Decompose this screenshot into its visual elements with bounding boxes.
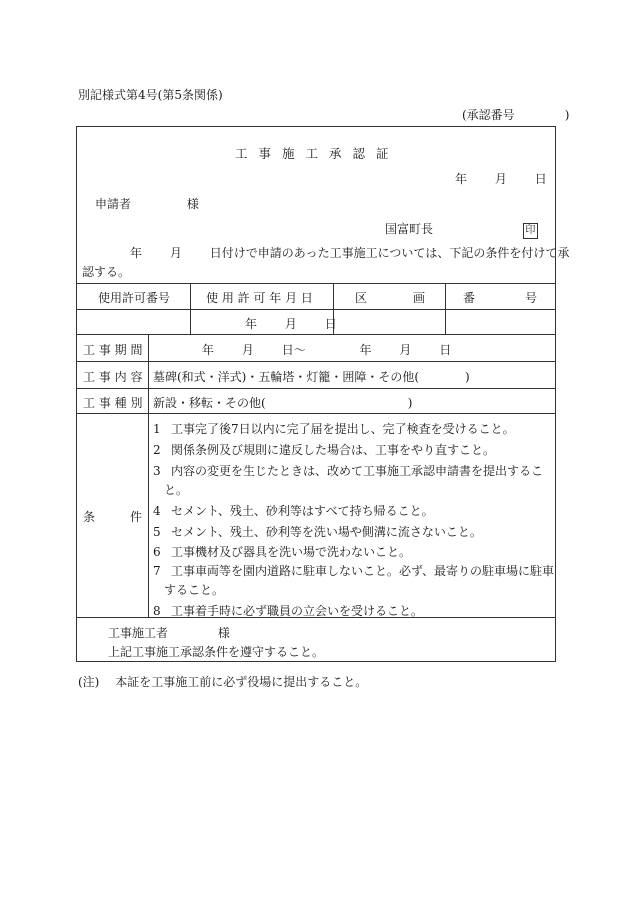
condition-text: 工事完了後7日以内に完了届を提出し、完了検査を受けること。 xyxy=(171,422,515,436)
applicant-honorific: 様 xyxy=(186,197,199,211)
contractor xyxy=(108,624,230,641)
condition-item xyxy=(153,502,434,519)
permit-day: 日 xyxy=(324,317,337,331)
condition-item xyxy=(153,420,515,437)
condition-text: 内容の変更を生じたときは、改めて工事施工承認申請書を提出するこ xyxy=(171,464,544,478)
work-content-close: ) xyxy=(465,370,470,384)
work-content-label: 工 事 内 容 xyxy=(83,370,143,384)
condition-continuation: すること。 xyxy=(164,583,225,597)
permit-number-header: 使用許可番号 xyxy=(98,291,171,305)
condition-number: 8 xyxy=(153,604,161,618)
work-type-close: ) xyxy=(407,396,413,410)
permit-month: 月 xyxy=(284,317,297,331)
condition-item xyxy=(153,543,411,560)
permit-date-header: 使 用 許 可 年 月 日 xyxy=(206,291,313,305)
certificate-title: 工事施工承認証 xyxy=(235,146,400,161)
issue-year: 年 xyxy=(455,172,468,186)
condition-number: 2 xyxy=(153,443,161,457)
condition-text: 工事車両等を園内道路に駐車しないこと。必ず、最寄りの駐車場に駐車 xyxy=(171,564,555,578)
condition-number: 5 xyxy=(153,525,161,539)
period-to-day: 日 xyxy=(439,343,452,357)
issuer xyxy=(385,220,538,239)
work-type-value xyxy=(153,394,412,411)
condition-text: 工事機材及び器具を洗い場で洗わないこと。 xyxy=(171,545,412,559)
number-header-b: 号 xyxy=(525,291,538,305)
condition-item xyxy=(153,562,554,579)
condition-text: セメント、残土、砂利等を洗い場や側溝に流さないこと。 xyxy=(171,525,482,539)
condition-item xyxy=(153,462,543,479)
table-label-col-rule xyxy=(148,334,149,617)
period-to-month: 月 xyxy=(399,343,412,357)
statement-line-2: 認する。 xyxy=(82,265,131,279)
issue-date xyxy=(455,170,547,187)
condition-text: 関係条例及び規則に違反した場合は、工事をやり直すこと。 xyxy=(171,443,496,457)
issue-month: 月 xyxy=(494,172,507,186)
condition-number: 6 xyxy=(153,545,161,559)
statement-line-1 xyxy=(130,244,569,261)
approval-number-label: (承認番号 xyxy=(462,108,515,122)
contractor-label: 工事施工者 xyxy=(108,626,169,640)
work-type-options: 新設・移転・その他( xyxy=(153,396,266,410)
period-from-month: 月 xyxy=(241,343,254,357)
condition-number: 3 xyxy=(153,464,161,478)
condition-text: セメント、残土、砂利等はすべて持ち帰ること。 xyxy=(171,504,434,518)
applicant xyxy=(95,195,199,212)
work-period-value xyxy=(202,341,451,358)
period-from-year: 年 xyxy=(202,343,215,357)
conditions-label-a: 条 xyxy=(83,510,96,524)
condition-item xyxy=(153,602,423,619)
permit-year: 年 xyxy=(245,317,258,331)
condition-number: 7 xyxy=(153,564,161,578)
condition-text: 工事着手時に必ず職員の立会いを受けること。 xyxy=(171,604,424,618)
contractor-pledge: 上記工事施工承認条件を遵守すること。 xyxy=(108,645,325,659)
form-number-label: 別記様式第4号(第5条関係) xyxy=(78,88,223,102)
permit-date-value xyxy=(245,315,337,332)
section-header-b: 画 xyxy=(413,291,426,305)
condition-item xyxy=(153,441,495,458)
note-text: 本証を工事施工前に必ず役場に提出すること。 xyxy=(115,675,368,689)
work-content-options: 墓碑(和式・洋式)・五輪塔・灯籠・囲障・その他( xyxy=(153,370,420,384)
applicant-label: 申請者 xyxy=(95,197,132,211)
statement-month: 月 xyxy=(169,246,182,260)
statement-text: 日付けで申請のあった工事施工については、下記の条件を付けて承 xyxy=(209,246,570,260)
work-content-value xyxy=(153,368,470,385)
section-header-a: 区 xyxy=(355,291,368,305)
approval-number-field xyxy=(462,106,569,123)
table-col-rule xyxy=(445,283,446,334)
period-to-year: 年 xyxy=(359,343,372,357)
condition-continuation: と。 xyxy=(164,483,189,497)
work-type-label: 工 事 種 別 xyxy=(83,396,143,410)
note-label: (注) xyxy=(78,675,100,689)
statement-year: 年 xyxy=(130,246,143,260)
footer-note xyxy=(78,673,367,690)
work-period-label: 工 事 期 間 xyxy=(83,343,143,357)
table-top-rule xyxy=(76,283,556,284)
issuer-name: 国富町長 xyxy=(385,222,434,236)
condition-item xyxy=(153,523,482,540)
condition-number: 4 xyxy=(153,504,161,518)
issue-day: 日 xyxy=(534,172,547,186)
approval-number-close: ) xyxy=(564,108,570,122)
seal-stamp: 印 xyxy=(523,223,538,239)
conditions-label-b: 件 xyxy=(130,510,143,524)
contractor-honorific: 様 xyxy=(217,626,230,640)
number-header-a: 番 xyxy=(463,291,476,305)
period-from-day: 日〜 xyxy=(281,343,306,357)
condition-number: 1 xyxy=(153,422,161,436)
table-col-rule xyxy=(190,283,191,334)
table-header-rule xyxy=(76,309,556,310)
